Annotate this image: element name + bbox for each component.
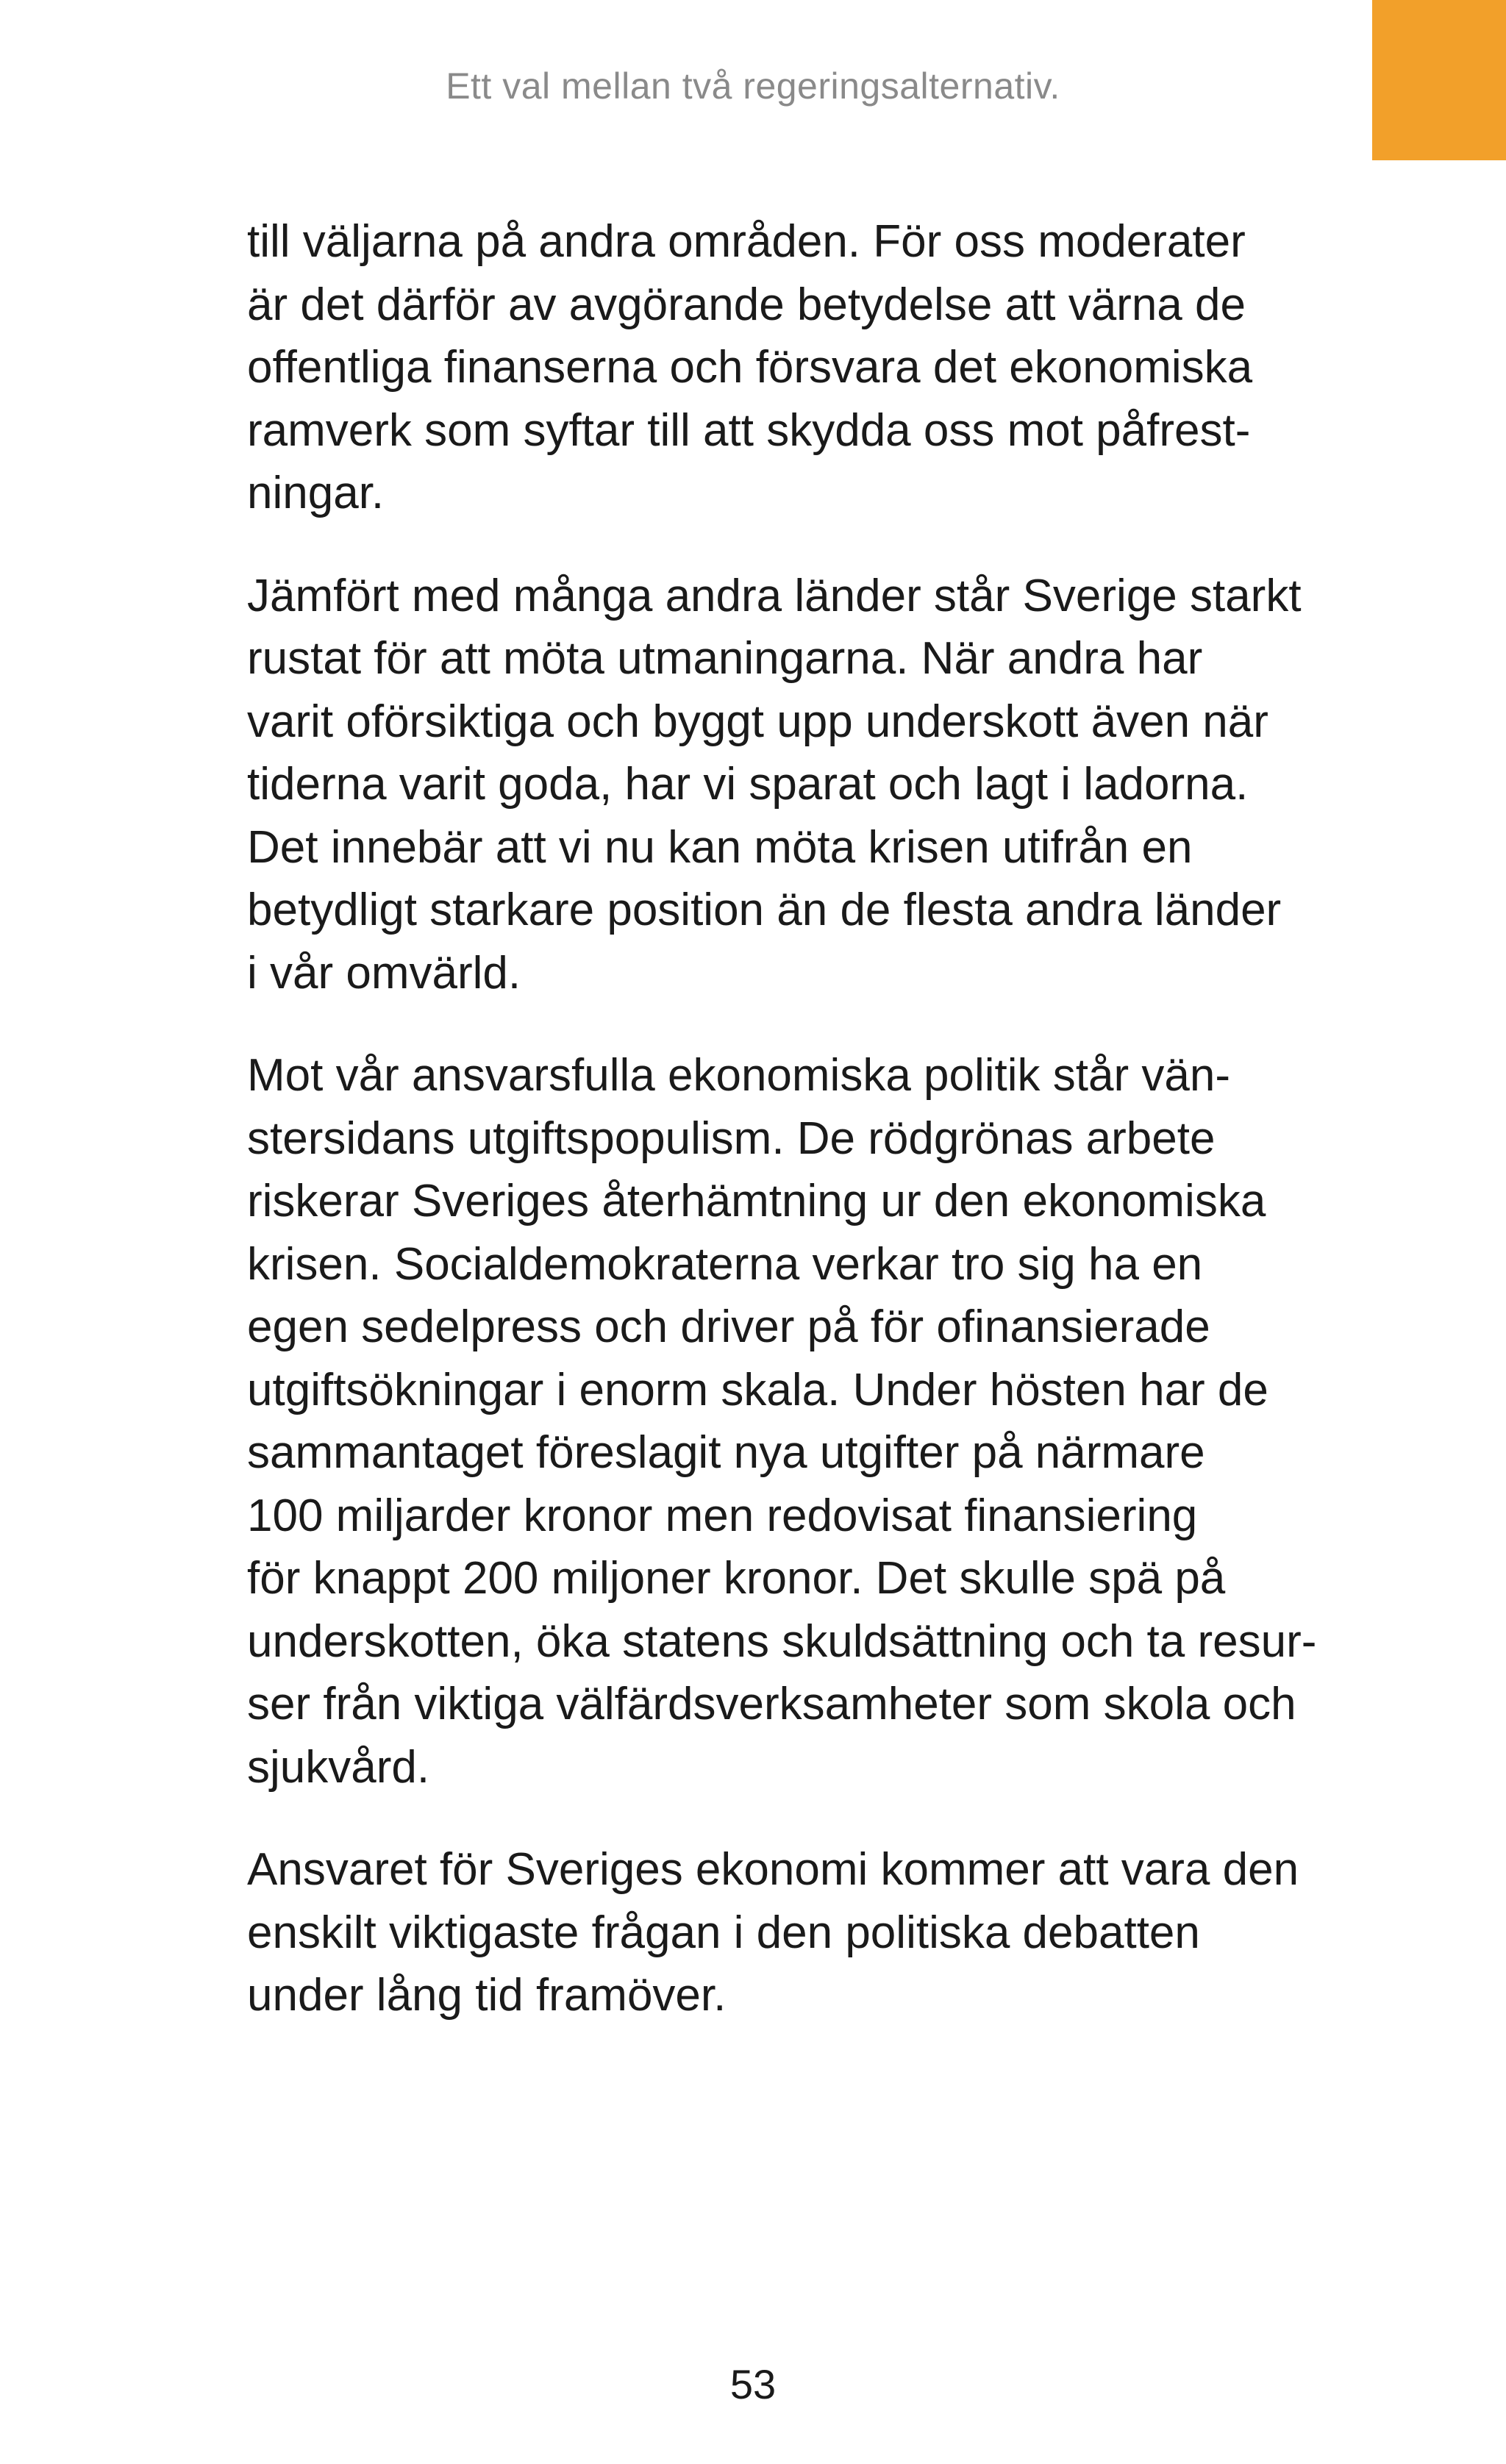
corner-color-tab (1372, 0, 1506, 160)
text-line: Mot vår ansvarsfulla ekonomiska politik står vän- (247, 1050, 1230, 1101)
text-line: till väljarna på andra områden. För oss moderater (247, 216, 1246, 267)
text-line: utgiftsökningar i enorm skala. Under hösten har de (247, 1364, 1268, 1415)
text-line: Det innebär att vi nu kan möta krisen utifrån en (247, 821, 1193, 873)
text-line: rustat för att möta utmaningarna. När andra har (247, 633, 1203, 684)
text-line: sjukvård. (247, 1741, 430, 1793)
text-line: ramverk som syftar till att skydda oss mot påfrest- (247, 404, 1251, 456)
text-line: varit oförsiktiga och byggt upp underskott även när (247, 696, 1268, 747)
text-line: riskerar Sveriges återhämtning ur den ekonomiska (247, 1176, 1266, 1226)
paragraph-1 (247, 210, 1350, 525)
text-line: Jämfört med många andra länder står Sverige starkt (247, 570, 1302, 621)
paragraph-4 (247, 1838, 1350, 2027)
text-line: ser från viktiga välfärdsverksamheter som skola och (247, 1679, 1296, 1729)
text-line: Ansvaret för Sveriges ekonomi kommer att vara den (247, 1844, 1299, 1895)
running-header: Ett val mellan två regeringsalternativ. (446, 65, 1060, 107)
text-line: ningar. (247, 468, 385, 518)
text-line: egen sedelpress och driver på för ofinansierade (247, 1301, 1210, 1352)
text-line: under lång tid framöver. (247, 1970, 727, 2021)
text-line: krisen. Socialdemokraterna verkar tro sig ha en (247, 1238, 1203, 1290)
text-line: är det därför av avgörande betydelse att värna de (247, 279, 1246, 330)
text-line: enskilt viktigaste frågan i den politiska debatten (247, 1907, 1200, 1958)
text-line: 100 miljarder kronor men redovisat finansiering (247, 1490, 1198, 1541)
paragraph-2 (247, 565, 1350, 1005)
body-text (247, 210, 1350, 2067)
text-line: offentliga finanserna och försvara det ekonomiska (247, 342, 1253, 393)
text-line: sammantaget föreslagit nya utgifter på närmare (247, 1427, 1205, 1478)
text-line: tiderna varit goda, har vi sparat och lagt i ladorna. (247, 759, 1249, 810)
text-line: underskotten, öka statens skuldsättning och ta resur- (247, 1615, 1317, 1667)
text-line: för knappt 200 miljoner kronor. Det skulle spä på (247, 1553, 1226, 1604)
text-line: stersidans utgiftspopulism. De rödgrönas arbete (247, 1113, 1216, 1164)
paragraph-3 (247, 1044, 1350, 1799)
text-line: i vår omvärld. (247, 947, 521, 999)
page-number: 53 (729, 2361, 777, 2407)
text-line: betydligt starkare position än de flesta andra länder (247, 885, 1282, 935)
